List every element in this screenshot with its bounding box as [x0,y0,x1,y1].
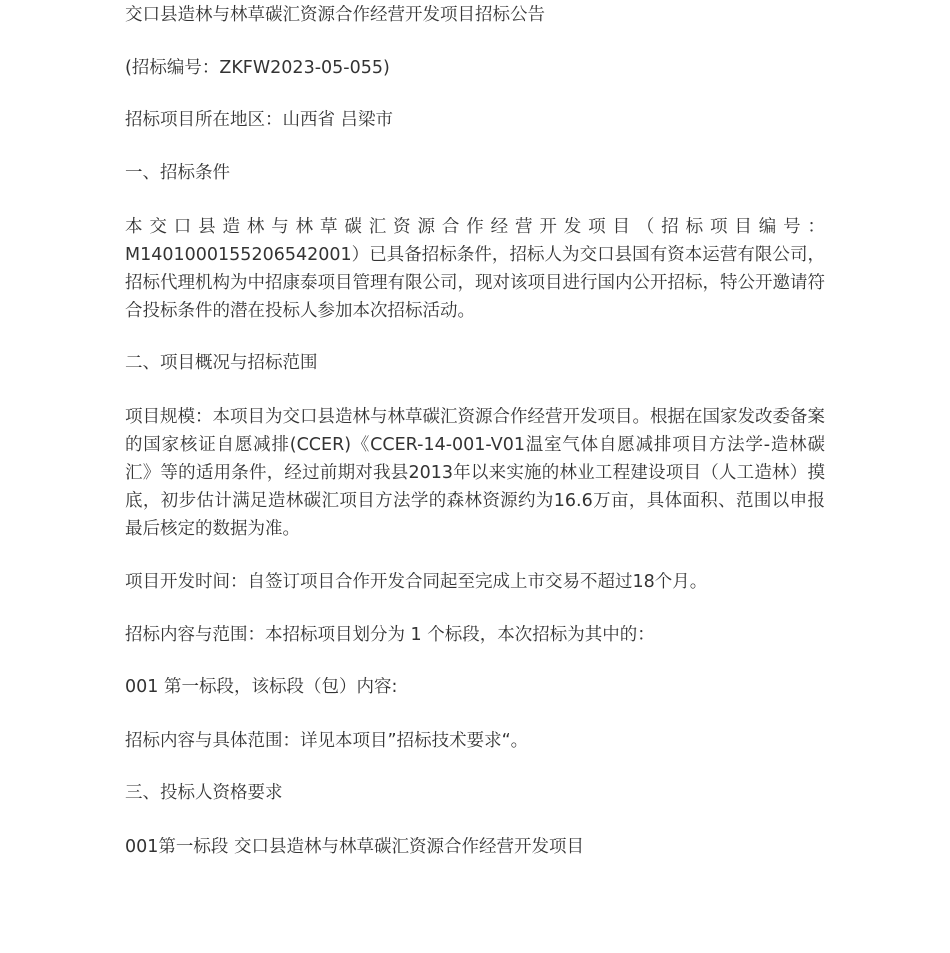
section-1-heading: 一、招标条件 [125,163,230,183]
document-title: 交口县造林与林草碳汇资源合作经营开发项目招标公告 [125,5,545,25]
section-3-lot: 001第一标段 交口县造林与林草碳汇资源合作经营开发项目 [125,837,584,857]
tender-number: (招标编号：ZKFW2023-05-055) [125,58,390,78]
project-location: 招标项目所在地区：山西省 吕梁市 [125,110,394,130]
project-scale-paragraph: 项目规模：本项目为交口县造林与林草碳汇资源合作经营开发项目。根据在国家发改委备案的国家核证自愿减排(CCER)《CCER-14-001-V01温室气体自愿减排项目方法学-造林碳汇》等的适用条件，经过前期对我县2013年以来实施的林业工程建设项目（人工造林）摸底，初步估计满足造林碳汇项目方法学的森林资源约为16.6万亩，具体面积、范围以申报最后核定的数据为准。 [125,407,825,539]
section-2-heading: 二、项目概况与招标范围 [125,353,318,373]
development-time-paragraph: 项目开发时间：自签订项目合作开发合同起至完成上市交易不超过18个月。 [125,572,708,592]
scope-detail-paragraph: 招标内容与具体范围：详见本项目”招标技术要求“。 [125,731,529,751]
tender-scope-paragraph: 招标内容与范围：本招标项目划分为 1 个标段，本次招标为其中的： [125,625,655,645]
section-3-heading: 三、投标人资格要求 [125,783,283,803]
lot-content-paragraph: 001 第一标段，该标段（包）内容: [125,677,398,697]
section-1-body: 本交口县造林与林草碳汇资源合作经营开发项目（招标项目编号：M1401000155206542001）已具备招标条件，招标人为交口县国有资本运营有限公司，招标代理机构为中招康泰项目管理有限公司，现对该项目进行国内公开招标，特公开邀请符合投标条件的潜在投标人参加本次招标活动。 [125,217,825,321]
